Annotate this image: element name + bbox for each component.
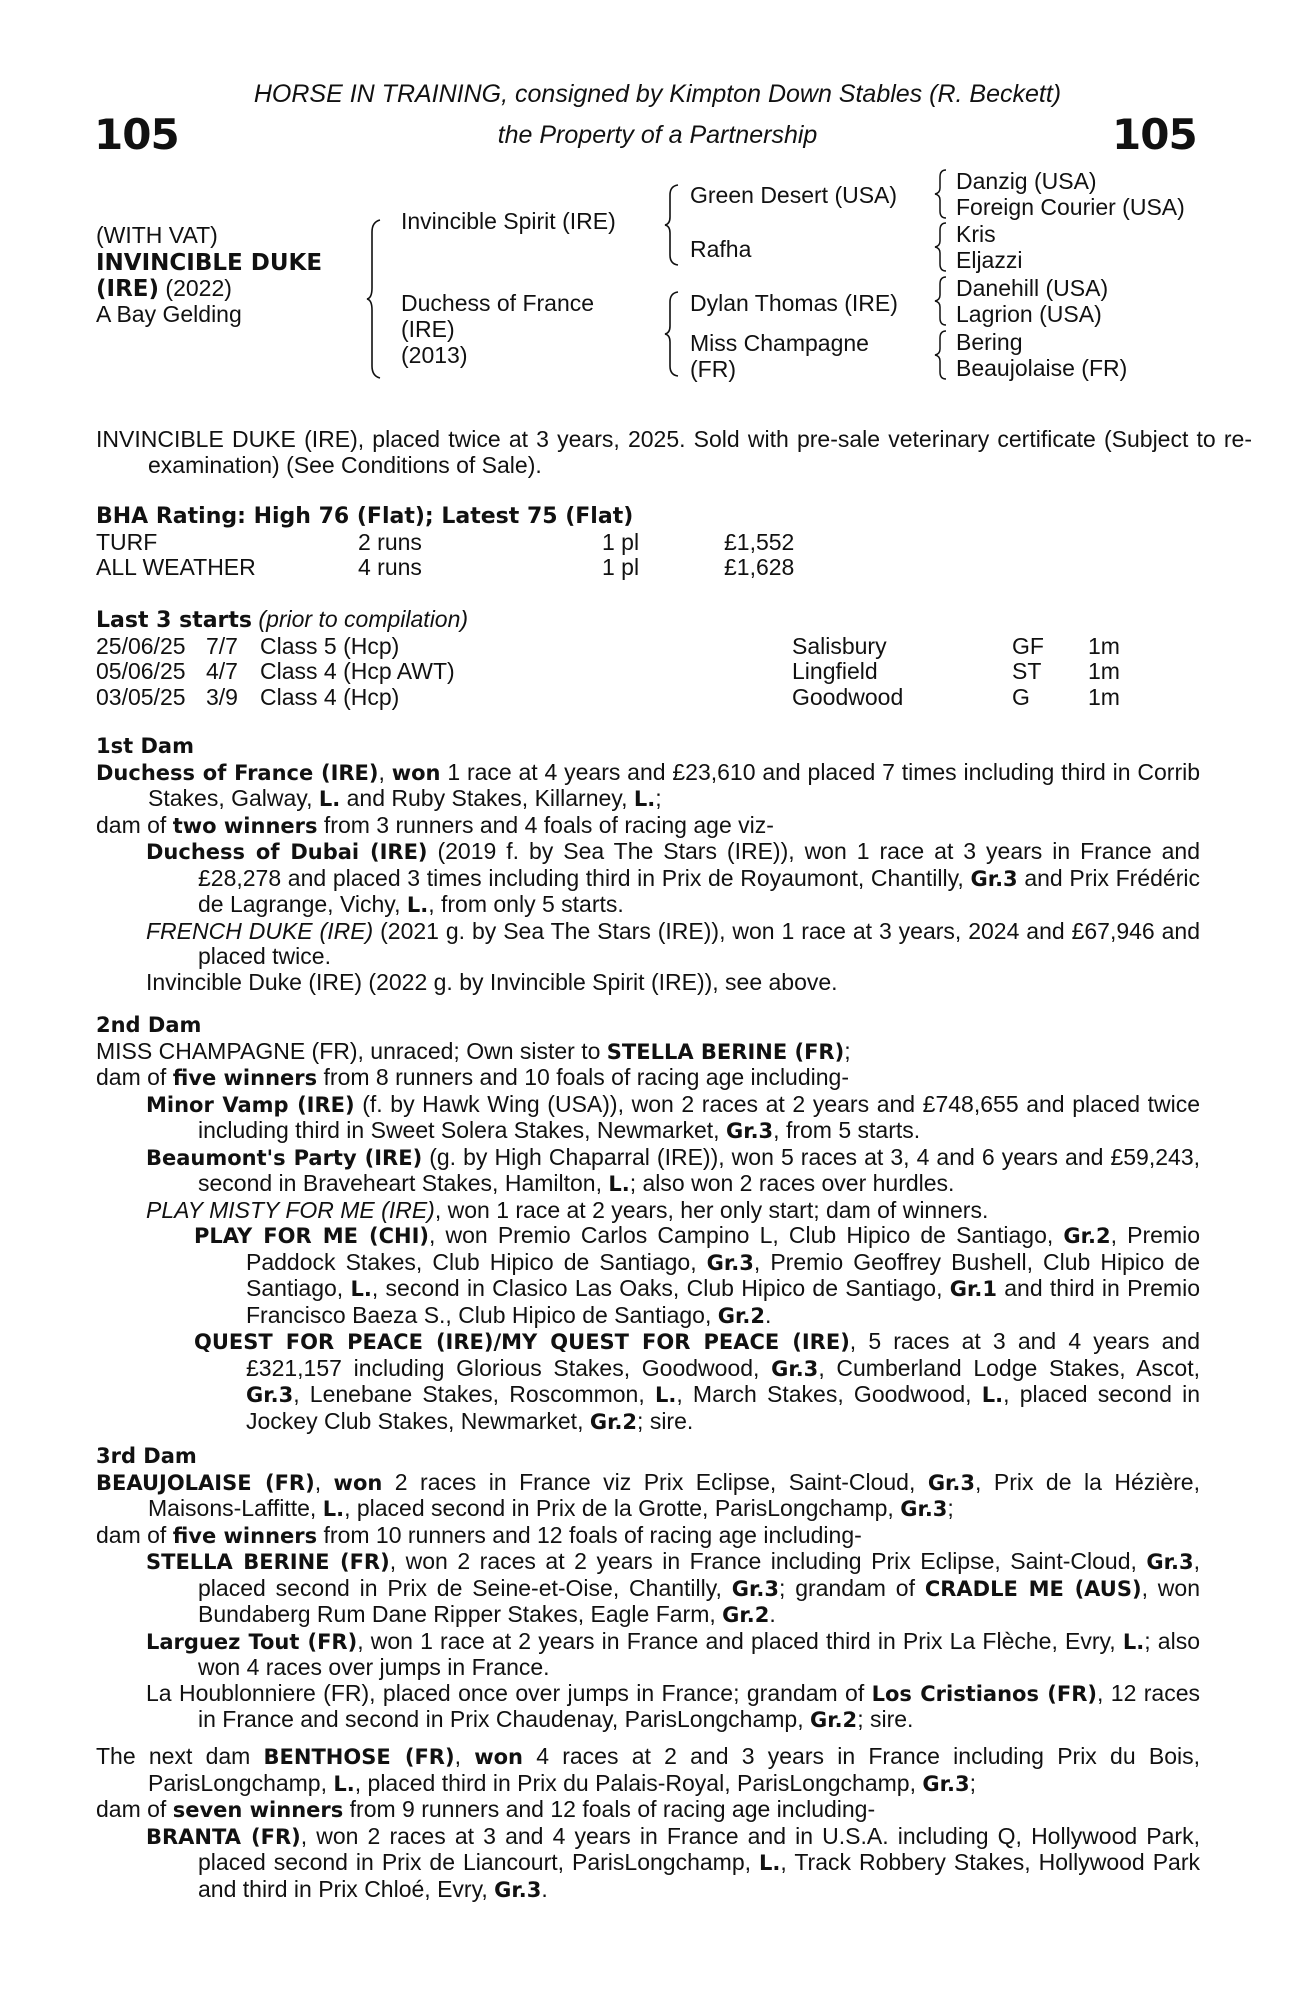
group-label: Gr.3	[494, 1877, 542, 1902]
lot-number-left: 105	[94, 110, 179, 159]
produce-entry	[96, 919, 1200, 970]
group-label: Gr.3	[1146, 1550, 1194, 1574]
pedigree-ggp-4: Eljazzi	[956, 247, 1023, 273]
start-class: Class 5 (Hcp)	[260, 632, 400, 659]
horse-country: (IRE)	[96, 276, 160, 302]
text: , won 1 race at 2 years, her only start; dam of winners.	[434, 1196, 989, 1223]
pedigree-dam-sire: Dylan Thomas (IRE)	[690, 290, 898, 316]
text: (2019 f. by Sea The Stars (IRE)), won 1 race at 3 years in France and £28,278 and placed 3 times including third in Prix de Royaumont, Chantilly,	[198, 838, 1200, 891]
produce-entry	[96, 970, 1200, 996]
text: from 8 runners and 10 foals of racing age including-	[317, 1064, 849, 1090]
vat-label: (WITH VAT)	[96, 222, 218, 248]
text: , from only 5 starts.	[428, 891, 624, 917]
text: and Prix Frédéric de Lagrange, Vichy,	[198, 864, 1200, 917]
third-dam-section	[96, 1444, 1200, 1734]
produce-entry	[96, 1681, 1200, 1734]
produce-entry	[96, 1824, 1200, 1904]
text: , Prix de la Hézière, Maisons-Laffitte,	[148, 1468, 1200, 1521]
text: 2 races in France viz Prix Eclipse, Saint-Cloud,	[382, 1468, 928, 1495]
listed-label: L.	[322, 1497, 345, 1521]
text: , won Bundaberg Rum Dane Ripper Stakes, Eagle Farm,	[198, 1574, 1200, 1627]
produce-entry	[96, 1198, 1200, 1224]
pedigree-ggp-6: Lagrion (USA)	[956, 301, 1102, 327]
second-dam-section	[96, 1013, 1200, 1435]
rating-prize: £1,552	[724, 528, 795, 555]
produce-entry	[96, 839, 1200, 919]
start-course: Lingfield	[792, 658, 878, 684]
text: ; sire.	[857, 1706, 914, 1732]
text: , 12 races in France and second in Prix Chaudenay, ParisLongchamp,	[198, 1679, 1200, 1732]
listed-label: L.	[759, 1851, 781, 1875]
start-row	[96, 634, 1120, 660]
group-label: Gr.3	[246, 1383, 294, 1407]
pedigree-ggp-7: Bering	[956, 329, 1023, 355]
last-starts-subtitle: (prior to compilation)	[258, 606, 469, 632]
won-label: won	[474, 1745, 523, 1769]
text: ;	[947, 1495, 954, 1521]
start-date: 25/06/25	[96, 632, 186, 659]
listed-label: L.	[654, 1383, 677, 1407]
last-starts-heading	[96, 607, 1200, 634]
next-dam-produce	[96, 1797, 1200, 1824]
start-course: Goodwood	[792, 683, 904, 710]
rating-prize: £1,628	[724, 554, 795, 580]
text: (f. by Hawk Wing (USA)), won 2 races at 2 years and £748,655 and placed twice including third in Sweet Solera Stakes, Newmarket,	[198, 1090, 1200, 1143]
text: , March Stakes, Goodwood,	[676, 1381, 982, 1407]
horse-name-line2	[96, 276, 232, 303]
pedigree-ggp-3: Kris	[956, 221, 996, 247]
pedigree-brace-gg1	[934, 168, 950, 220]
text: ;	[969, 1769, 976, 1796]
rating-runs: 4 runs	[358, 554, 422, 580]
pedigree-ggp-5: Danehill (USA)	[956, 275, 1109, 301]
horse-name: PLAY FOR ME (CHI)	[194, 1224, 429, 1248]
rating-title: BHA Rating: High 76 (Flat); Latest 75 (Flat)	[96, 504, 634, 529]
start-going: G	[1012, 683, 1030, 710]
start-date: 03/05/25	[96, 683, 186, 710]
text: and Ruby Stakes, Killarney,	[340, 785, 634, 811]
text: , from 5 starts.	[773, 1117, 921, 1143]
rating-placed: 1 pl	[602, 554, 640, 580]
listed-label: L.	[608, 1172, 630, 1196]
text: , Cumberland Lodge Stakes, Ascot,	[818, 1354, 1201, 1381]
text: , won Premio Carlos Campino L, Club Hipico de Santiago,	[428, 1222, 1064, 1248]
second-dam-produce	[96, 1065, 1200, 1092]
start-position: 3/9	[206, 683, 238, 710]
rating-row	[96, 555, 794, 581]
text: from 9 runners and 12 foals of racing age including-	[343, 1796, 876, 1822]
pedigree-ggp-8: Beaujolaise (FR)	[956, 355, 1128, 381]
pedigree-sire-dam: Rafha	[690, 236, 752, 262]
pedigree-dam-dam-country: (FR)	[690, 356, 736, 382]
text: , Track Robbery Stakes, Hollywood Park and third in Prix Chloé, Evry,	[198, 1849, 1201, 1902]
text: .	[764, 1301, 772, 1328]
start-distance: 1m	[1088, 632, 1120, 659]
text: dam of	[96, 811, 173, 838]
text: , placed second in Jockey Club Stakes, Newmarket,	[246, 1381, 1200, 1434]
pedigree-brace-sire	[664, 183, 682, 267]
text: , second in Clasico Las Oaks, Club Hipico de Santiago,	[371, 1275, 950, 1301]
text: , Premio Geoffrey Bushell, Club Hipico de Santiago,	[246, 1248, 1200, 1301]
start-distance: 1m	[1088, 658, 1120, 684]
pedigree-dam-year: (2013)	[401, 342, 468, 368]
listed-label: L.	[981, 1383, 1004, 1407]
last-starts-title: Last 3 starts	[96, 608, 253, 633]
produce-entry	[96, 1092, 1200, 1145]
text: .	[769, 1601, 776, 1627]
horse-name: Duchess of France (IRE)	[96, 760, 379, 785]
text: , placed third in Prix du Palais-Royal, ParisLongchamp,	[354, 1769, 923, 1796]
won-label: won	[333, 1470, 383, 1495]
horse-name: QUEST FOR PEACE (IRE)/MY QUEST FOR PEACE (IRE)	[194, 1330, 850, 1354]
group-label: Gr.3	[706, 1250, 754, 1275]
listed-label: L.	[318, 787, 341, 811]
horse-name: STELLA BERINE (FR)	[146, 1550, 390, 1574]
consignor-line: HORSE IN TRAINING, consigned by Kimpton Down Stables (R. Beckett)	[253, 80, 1062, 108]
group-label: Gr.2	[589, 1409, 638, 1434]
horse-description: A Bay Gelding	[96, 301, 242, 327]
produce-entry	[96, 1629, 1200, 1681]
start-going: GF	[1012, 632, 1044, 659]
text: , placed second in Prix de la Grotte, ParisLongchamp,	[344, 1495, 901, 1521]
third-dam-produce	[96, 1523, 1200, 1550]
group-label: Gr.3	[922, 1771, 970, 1796]
group-label: Gr.3	[725, 1119, 774, 1143]
group-label: Gr.2	[717, 1303, 765, 1328]
first-dam-title: 1st Dam	[96, 734, 194, 758]
text: La Houblonniere (FR), placed once over jumps in France; grandam of	[146, 1679, 872, 1706]
third-dam-title: 3rd Dam	[96, 1444, 197, 1468]
rating-surface: ALL WEATHER	[96, 554, 256, 580]
pedigree-brace-dam	[664, 290, 682, 378]
winners-count: five winners	[172, 1066, 318, 1090]
horse-name: Duchess of Dubai (IRE)	[146, 840, 428, 864]
start-position: 7/7	[206, 632, 238, 659]
horse-name: FRENCH DUKE (IRE)	[146, 917, 374, 944]
group-label: Gr.2	[722, 1603, 770, 1627]
horse-name: PLAY MISTY FOR ME (IRE)	[146, 1196, 435, 1223]
summary-paragraph: INVINCIBLE DUKE (IRE), placed twice at 3 years, 2025. Sold with pre-sale veterinary certificate (Subject to re-examination) (See Conditions of Sale).	[96, 426, 1252, 478]
text: , Lenebane Stakes, Roscommon,	[293, 1381, 655, 1407]
text: MISS CHAMPAGNE (FR), unraced; Own sister to	[96, 1037, 607, 1064]
listed-label: L.	[633, 787, 656, 811]
pedigree-sire-sire: Green Desert (USA)	[690, 182, 898, 208]
text: (2021 g. by Sea The Stars (IRE)), won 1 race at 3 years, 2024 and £67,946 and placed twice.	[198, 917, 1201, 969]
text: dam of	[96, 1064, 173, 1090]
pedigree-dam: Duchess of France	[401, 290, 595, 316]
listed-label: L.	[350, 1277, 372, 1301]
start-position: 4/7	[206, 658, 238, 684]
group-label: Gr.1	[949, 1277, 997, 1301]
first-dam-produce	[96, 813, 1200, 840]
group-label: Gr.3	[731, 1576, 779, 1601]
pedigree-brace-gg4	[934, 329, 950, 381]
pedigree-ggp-1: Danzig (USA)	[956, 168, 1097, 194]
group-label: Gr.3	[771, 1356, 819, 1381]
start-going: ST	[1012, 658, 1042, 684]
horse-name: CRADLE ME (AUS)	[924, 1576, 1142, 1601]
rating-row	[96, 530, 794, 556]
last-starts-section	[96, 607, 1200, 710]
text: , won 1 race at 2 years in France and placed third in Prix La Flèche, Evry,	[357, 1627, 1123, 1654]
text: ;	[844, 1037, 851, 1064]
rating-section	[96, 504, 1200, 581]
group-label: Gr.3	[970, 866, 1018, 891]
horse-year: (2022)	[165, 275, 232, 301]
rating-runs: 2 runs	[358, 528, 422, 555]
pedigree-dam-dam: Miss Champagne	[690, 330, 869, 356]
first-dam-main: Duchess of France (IRE), won 1 race at 4 years and £23,610 and placed 7 times including third in Corrib Stakes, Galway, L. and Ruby Stakes, Killarney, L.;	[96, 758, 1201, 811]
text: 1 race at 4 years and £23,610 and placed 7 times including third in Corrib Stakes, Galway,	[148, 758, 1201, 811]
next-dam-main: The next dam BENTHOSE (FR), won 4 races at 2 and 3 years in France including Prix du Bois, ParisLongchamp, L., placed third in Prix du Palais-Royal, ParisLongchamp, Gr.3;	[96, 1743, 1200, 1796]
pedigree-brace-main	[366, 218, 386, 380]
produce-entry	[96, 1223, 1200, 1329]
pedigree-ggp-2: Foreign Courier (USA)	[956, 194, 1185, 220]
lot-number-right: 105	[1112, 110, 1197, 159]
text: , won 2 races at 2 years in France including Prix Eclipse, Saint-Cloud,	[389, 1548, 1147, 1574]
won-label: won	[391, 760, 441, 785]
last-starts-table	[96, 634, 1120, 711]
horse-name: BEAUJOLAISE (FR)	[96, 1470, 315, 1495]
start-distance: 1m	[1088, 683, 1120, 710]
text: (g. by High Chaparral (IRE)), won 5 races at 3, 4 and 6 years and £59,243, second in Braveheart Stakes, Hamilton,	[198, 1143, 1200, 1196]
horse-name: INVINCIBLE DUKE	[96, 250, 323, 276]
start-class: Class 4 (Hcp)	[260, 683, 400, 710]
listed-label: L.	[333, 1771, 355, 1796]
text: ; also won 2 races over hurdles.	[629, 1170, 955, 1196]
third-dam-main: BEAUJOLAISE (FR), won 2 races in France viz Prix Eclipse, Saint-Cloud, Gr.3, Prix de la Hézière, Maisons-Laffitte, L., placed second in Prix de la Grotte, ParisLongchamp, Gr.3;	[96, 1468, 1200, 1521]
text: 4 races at 2 and 3 years in France including Prix du Bois, ParisLongchamp,	[148, 1743, 1200, 1796]
rating-table	[96, 530, 794, 581]
pedigree-brace-gg3	[934, 275, 950, 327]
horse-name: STELLA BERINE (FR)	[606, 1039, 845, 1064]
text: , Premio Paddock Stakes, Club Hipico de Santiago,	[246, 1222, 1200, 1275]
start-date: 05/06/25	[96, 658, 186, 684]
text: ;	[655, 785, 662, 811]
rating-surface: TURF	[96, 528, 158, 555]
text: ; also won 4 races over jumps in France.	[198, 1627, 1200, 1680]
text: from 3 runners and 4 foals of racing age viz-	[317, 811, 774, 838]
group-label: Gr.3	[900, 1497, 948, 1521]
produce-entry	[96, 1549, 1200, 1629]
second-dam-title: 2nd Dam	[96, 1013, 202, 1037]
text: The next dam	[96, 1743, 264, 1769]
winners-count: five winners	[172, 1523, 318, 1548]
property-line: the Property of a Partnership	[497, 121, 818, 149]
rating-placed: 1 pl	[602, 528, 640, 555]
listed-label: L.	[406, 893, 429, 917]
start-course: Salisbury	[792, 632, 887, 659]
text: , placed second in Prix de Seine-et-Oise, Chantilly,	[198, 1548, 1200, 1601]
listed-label: L.	[1122, 1629, 1145, 1654]
text: , 5 races at 3 and 4 years and £321,157 including Glorious Stakes, Goodwood,	[246, 1328, 1200, 1381]
pedigree-dam-country: (IRE)	[401, 316, 455, 342]
text: dam of	[96, 1796, 173, 1822]
start-row	[96, 659, 1120, 685]
text: Invincible Duke (IRE) (2022 g. by Invincible Spirit (IRE)), see above.	[146, 968, 838, 995]
text: .	[541, 1875, 548, 1902]
horse-name: Beaumont's Party (IRE)	[146, 1145, 423, 1170]
produce-entry	[96, 1329, 1200, 1435]
horse-name: BENTHOSE (FR)	[263, 1745, 455, 1769]
pedigree-brace-gg2	[934, 221, 950, 273]
group-label: Gr.3	[927, 1470, 976, 1495]
start-class: Class 4 (Hcp AWT)	[260, 658, 455, 684]
text: dam of	[96, 1521, 173, 1548]
second-dam-main	[96, 1039, 1200, 1066]
produce-entry	[96, 1145, 1200, 1198]
first-dam-section	[96, 734, 1200, 995]
group-label: Gr.2	[809, 1708, 858, 1732]
pedigree-sire: Invincible Spirit (IRE)	[401, 208, 616, 234]
start-row	[96, 685, 1120, 711]
horse-name: Larguez Tout (FR)	[146, 1629, 358, 1654]
winners-count: two winners	[172, 813, 318, 838]
horse-name: Minor Vamp (IRE)	[146, 1092, 355, 1117]
horse-name: BRANTA (FR)	[146, 1824, 301, 1849]
group-label: Gr.2	[1063, 1224, 1111, 1248]
text: and third in Premio Francisco Baeza S., Club Hipico de Santiago,	[246, 1275, 1200, 1328]
next-dam-section	[96, 1744, 1200, 1903]
text: ; sire.	[637, 1407, 694, 1434]
winners-count: seven winners	[172, 1798, 344, 1822]
text: from 10 runners and 12 foals of racing age including-	[317, 1521, 862, 1548]
text: , won 2 races at 3 and 4 years in France and in U.S.A. including Q, Hollywood Park, placed second in Prix de Liancourt, ParisLongchamp,	[198, 1822, 1200, 1875]
text: ; grandam of	[778, 1574, 925, 1601]
horse-name: Los Cristianos (FR)	[871, 1681, 1097, 1706]
